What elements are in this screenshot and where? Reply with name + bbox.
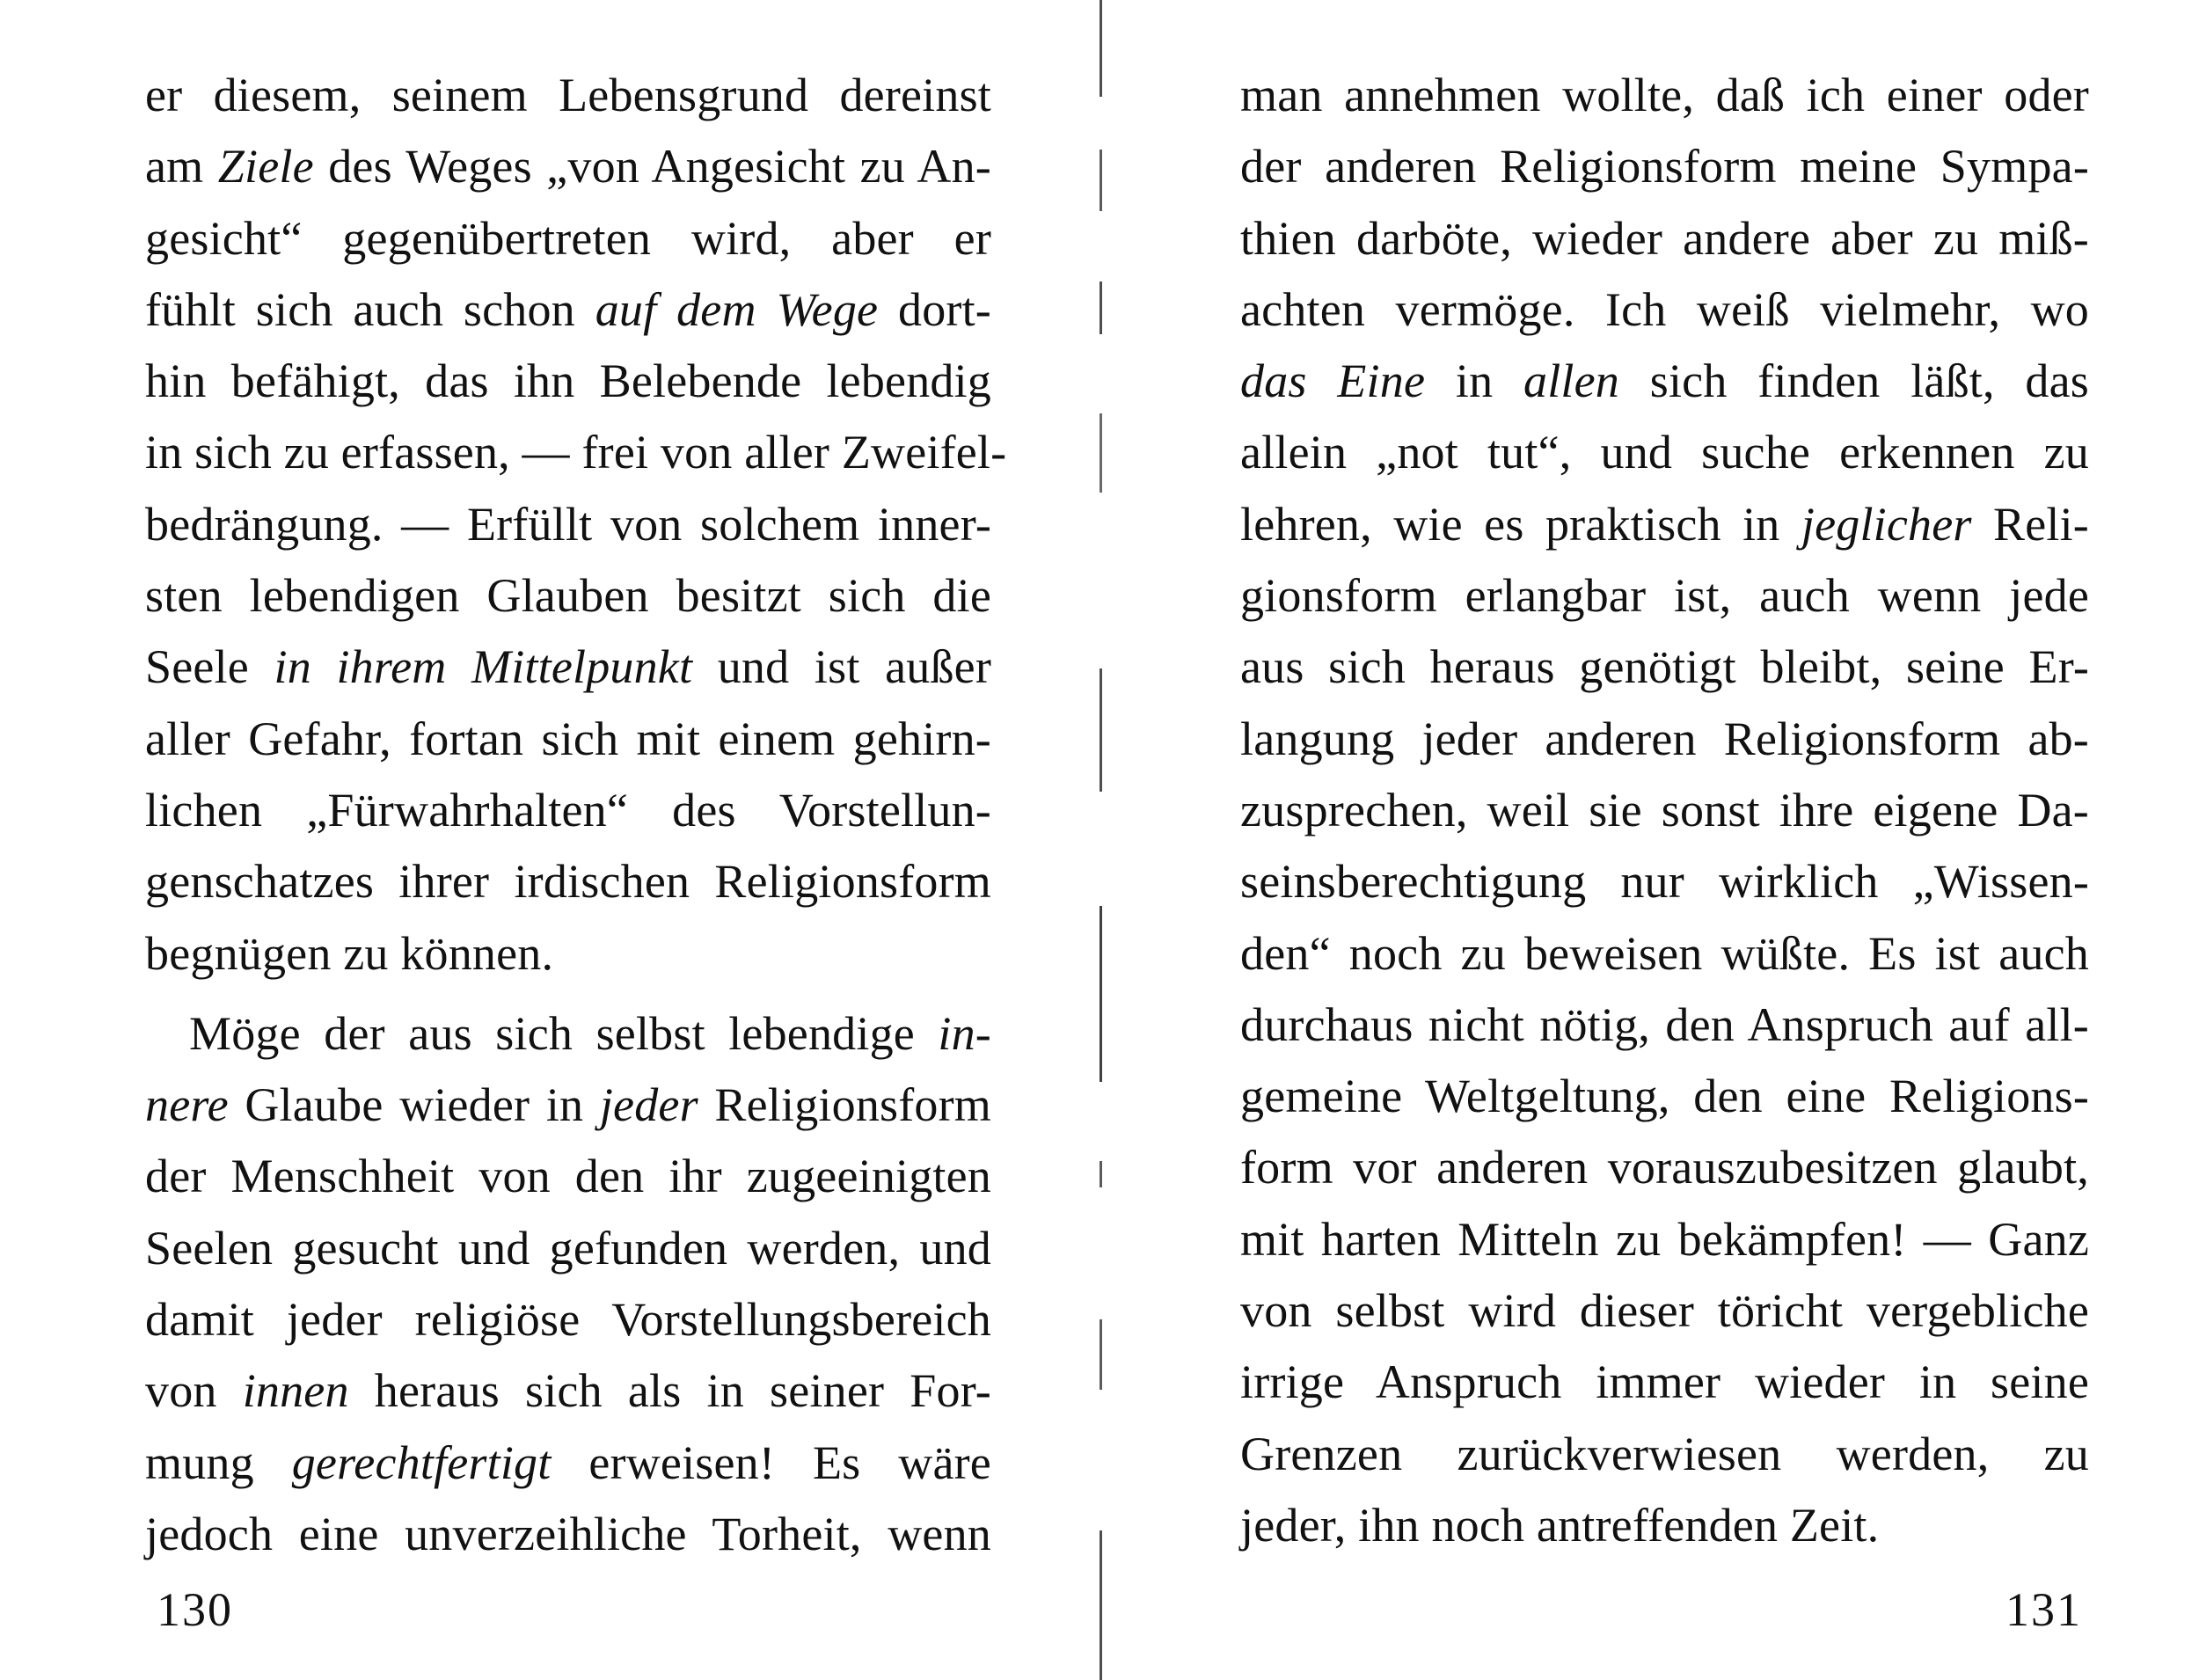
text-run: Glaube wieder in [228,1078,600,1132]
text-line [145,632,991,703]
text-line [145,1355,991,1427]
left-page-number: 130 [157,1583,233,1636]
text-run: Religionsform [698,1078,991,1132]
text-line [1240,274,2089,346]
right-page-number: 131 [2005,1583,2082,1636]
text-line [1240,918,2089,990]
text-run: der anderen Religionsform meine Sympa- [1240,140,2089,194]
text-line [145,1070,991,1141]
text-run: Seelen gesucht und gefunden werden, und [145,1221,991,1275]
text-run: hin befähigt, das ihn Belebende lebendig [145,354,991,408]
text-line [145,1141,991,1212]
text-line [145,1213,991,1284]
left-page-text [145,60,1007,1570]
text-line [1240,1204,2089,1275]
text-run: jedoch eine unverzeihliche Torheit, wenn [145,1507,991,1560]
text-run: und ist außer [692,640,992,694]
text-line [145,1284,991,1355]
italic-run: innen [242,1364,349,1418]
text-line [145,1428,991,1499]
text-line [1240,1490,2089,1561]
text-line [1240,1419,2089,1490]
text-run: genschatzes ihrer irdischen Religionsform [145,855,991,909]
text-line [1240,704,2089,775]
text-run: thien darböte, wieder andere aber zu miß- [1240,211,2089,265]
text-run: er diesem, seinem Lebensgrund dereinst [145,69,991,121]
text-run: langung jeder anderen Religionsform ab- [1240,712,2089,765]
text-run: von [145,1364,243,1418]
text-line [1240,346,2089,417]
text-run: Seele [145,640,274,694]
text-run: aus sich heraus genötigt bleibt, seine Er- [1240,640,2089,694]
text-run: gesicht“ gegenübertreten wird, aber er [145,211,991,265]
paragraph-gap [145,990,991,998]
text-run: zusprechen, weil sie sonst ihre eigene Da- [1240,783,2089,836]
text-run: jeder, ihn noch antreffenden Zeit. [1240,1498,1880,1552]
text-run: fühlt sich auch schon [145,282,595,336]
text-line [1240,1275,2089,1347]
text-line [1240,60,2089,131]
text-run: sten lebendigen Glauben besitzt sich die [145,569,991,623]
text-line [1240,775,2089,846]
text-run: den“ noch zu beweisen wüßte. Es ist auch [1240,926,2089,980]
text-run: gemeine Weltgeltung, den eine Religions- [1240,1070,2089,1123]
text-run: gionsform erlangbar ist, auch wenn jede [1240,569,2089,623]
text-line [1240,1061,2089,1132]
text-run: erweisen! Es wäre [551,1435,991,1489]
text-run: begnügen zu können. [145,926,554,980]
text-line [145,60,991,131]
text-run: aller Gefahr, fortan sich mit einem gehirn- [145,712,991,765]
text-line [145,998,991,1070]
italic-run: Ziele [217,140,314,194]
text-run: von selbst wird dieser töricht vergebliche [1240,1284,2089,1338]
text-run: am [145,140,218,194]
italic-run: gerechtfertigt [291,1435,552,1489]
italic-run: in ihrem Mittelpunkt [274,640,693,694]
text-line [1240,131,2089,202]
italic-run: jeglicher [1801,497,1972,551]
italic-run: nere [145,1078,229,1132]
book-gutter [1100,0,1102,1680]
text-run: der Menschheit von den ihr zugeeinigten [145,1150,991,1203]
text-line [1240,560,2089,632]
text-run: man annehmen wollte, daß ich einer oder [1240,69,2089,121]
text-run: lichen „Fürwahrhalten“ des Vorstellun- [145,783,991,836]
text-run: seinsberechtigung nur wirklich „Wissen- [1240,855,2089,909]
text-run: sich finden läßt, das [1619,354,2089,408]
text-line [145,1499,991,1570]
text-run: Grenzen zurückverwiesen werden, zu [1240,1427,2089,1480]
text-run: mung [145,1435,292,1489]
text-run: heraus sich als in seiner For- [348,1364,991,1418]
text-run: irrige Anspruch immer wieder in seine [1240,1355,2089,1409]
text-line [1240,1132,2089,1203]
text-run: damit jeder religiöse Vorstellungsbereich [145,1293,991,1347]
text-run: des Weges „von Angesicht zu An- [313,140,991,194]
text-line [1240,417,2089,488]
text-run: allein „not tut“, und suche erkennen zu [1240,426,2089,479]
text-line [145,560,991,632]
text-line [145,131,991,202]
text-run: Möge der aus sich selbst lebendige [189,1006,939,1060]
text-run: durchaus nicht nötig, den Anspruch auf all- [1240,997,2089,1051]
text-line [1240,489,2089,560]
text-line [145,346,991,417]
text-line [1240,990,2089,1061]
text-line [145,417,1007,488]
text-line [1240,1347,2089,1418]
text-line [145,489,991,560]
text-run: form vor anderen vorauszubesitzen glaubt, [1240,1141,2089,1194]
text-line [1240,632,2089,703]
italic-run: jeder [599,1078,698,1132]
text-line [145,203,991,274]
text-run: in [1425,354,1524,408]
italic-run: auf dem Wege [595,282,879,336]
text-line [1240,203,2089,274]
text-run: bedrängung. — Erfüllt von solchem inner- [145,497,991,551]
text-line [145,704,991,775]
italic-run: allen [1523,354,1620,408]
italic-run: in- [938,1006,991,1060]
text-line [145,274,991,346]
text-run: lehren, wie es praktisch in [1240,497,1801,551]
italic-run: das Eine [1240,354,1426,408]
text-run: achten vermöge. Ich weiß vielmehr, wo [1240,282,2089,336]
text-run: in sich zu erfassen, — frei von aller Zweifel- [145,426,1007,479]
text-line [145,775,991,846]
text-run: mit harten Mitteln zu bekämpfen! — Ganz [1240,1212,2089,1266]
text-line [145,918,991,990]
text-line [1240,846,2089,917]
text-run: dort- [878,282,991,336]
text-line [145,846,991,917]
text-run: Reli- [1971,497,2089,551]
right-page-text [1240,60,2089,1561]
